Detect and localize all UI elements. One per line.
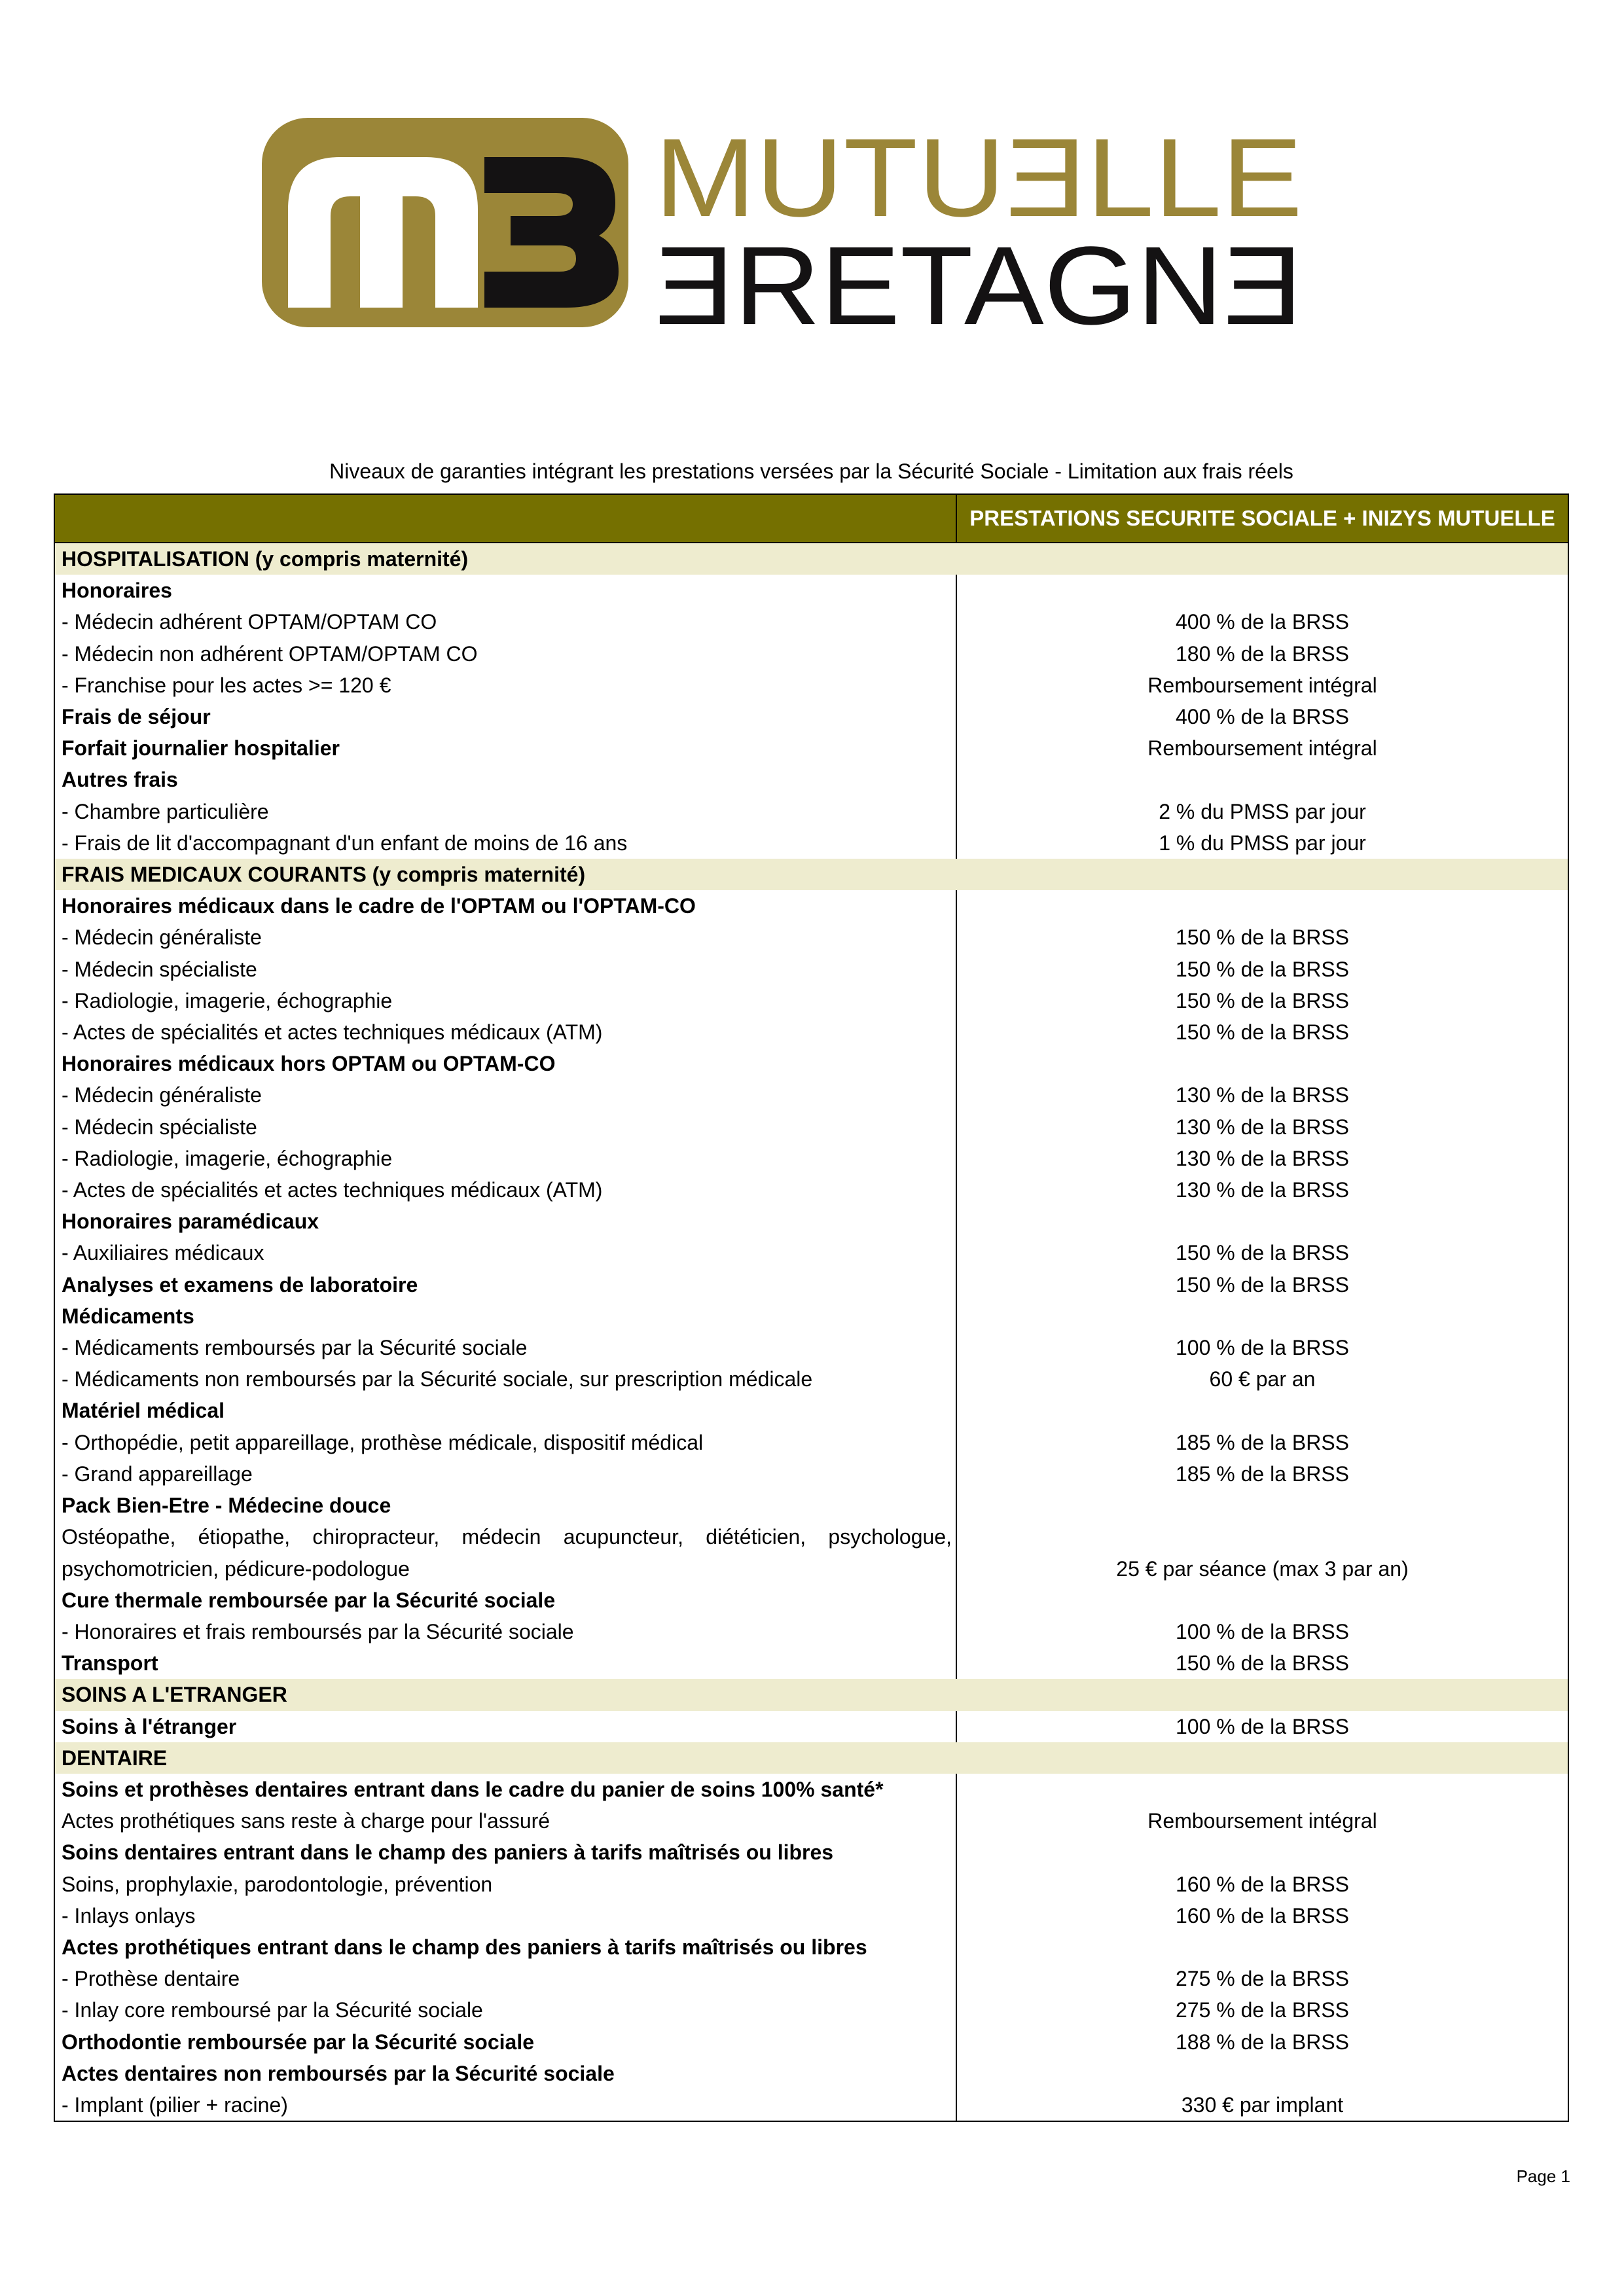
table-header-row (55, 495, 1568, 543)
guarantee-label: - Orthopédie, petit appareillage, prothèse médicale, dispositif médical (55, 1427, 957, 1458)
guarantee-value: 130 % de la BRSS (1175, 1146, 1350, 1170)
table-row (55, 701, 1568, 732)
guarantee-value: Remboursement intégral (1147, 673, 1377, 697)
mutuelle-bretagne-logo (262, 111, 1309, 334)
header-cell-prestations: PRESTATIONS SECURITE SOCIALE + INIZYS MUTUELLE (969, 506, 1555, 530)
guarantee-label: Cure thermale remboursée par la Sécurité sociale (55, 1585, 957, 1616)
guarantee-value (957, 2058, 1568, 2089)
table-row (55, 985, 1568, 1016)
table-row (55, 1931, 1568, 1963)
guarantee-value (957, 1837, 1568, 1868)
guarantee-label: Honoraires (55, 575, 957, 606)
table-row (55, 954, 1568, 985)
guarantee-value: 150 % de la BRSS (1175, 1651, 1350, 1676)
logo-monogram-m (288, 157, 478, 308)
section-header-row (55, 859, 1568, 890)
logo-wordmark-line2: ƎRETAGNƎ (655, 224, 1303, 334)
table-row (55, 1900, 1568, 1931)
guarantee-label: - Franchise pour les actes >= 120 € (55, 670, 957, 701)
table-row (55, 638, 1568, 670)
table-row (55, 1111, 1568, 1143)
guarantee-label: Médicaments (55, 1300, 957, 1332)
table-row (55, 1963, 1568, 1994)
table-body (55, 543, 1568, 2121)
guarantee-label: - Médecin généraliste (55, 1079, 957, 1111)
guarantee-label: - Prothèse dentaire (55, 1963, 957, 1994)
guarantee-label: - Radiologie, imagerie, échographie (55, 985, 957, 1016)
guarantee-label: Pack Bien-Etre - Médecine douce (55, 1490, 957, 1521)
guarantee-value (957, 1048, 1568, 1079)
table-row (55, 1269, 1568, 1300)
guarantee-label: - Implant (pilier + racine) (55, 2089, 957, 2121)
table-row (55, 1363, 1568, 1395)
guarantee-label: Orthodontie remboursée par la Sécurité sociale (55, 2026, 957, 2058)
guarantee-value: 100 % de la BRSS (1175, 1714, 1350, 1738)
guarantee-label: - Médecin spécialiste (55, 1111, 957, 1143)
guarantee-label: - Inlays onlays (55, 1900, 957, 1931)
table-row (55, 1143, 1568, 1174)
guarantee-label: Frais de séjour (55, 701, 957, 732)
guarantee-value: Remboursement intégral (1147, 1809, 1377, 1833)
guarantee-label: - Honoraires et frais remboursés par la Sécurité sociale (55, 1616, 957, 1647)
guarantee-value: 275 % de la BRSS (1175, 1967, 1350, 1991)
section-header-row (55, 543, 1568, 575)
guarantee-value (957, 1206, 1568, 1237)
guarantee-value: 275 % de la BRSS (1175, 1998, 1350, 2022)
guarantee-value (957, 1395, 1568, 1426)
table-subtitle: Niveaux de garanties intégrant les prestations versées par la Sécurité Sociale - Limitation aux frais réels (329, 459, 1293, 483)
table-row (55, 2058, 1568, 2089)
guarantee-value (957, 890, 1568, 922)
table-row (55, 1711, 1568, 1742)
table-row (55, 922, 1568, 953)
guarantee-value: 150 % de la BRSS (1175, 1272, 1350, 1297)
table-row (55, 1206, 1568, 1237)
table-row (55, 575, 1568, 606)
guarantee-label: Ostéopathe, étiopathe, chiropracteur, médecin acupuncteur, diététicien, psychologue, psychomotricien, pédicure-podologue (55, 1521, 957, 1584)
page-number: Page 1 (1516, 2166, 1570, 2186)
table-row (55, 1837, 1568, 1868)
guarantee-value (957, 1300, 1568, 1332)
guarantee-label: - Médecin non adhérent OPTAM/OPTAM CO (55, 638, 957, 670)
guarantee-label: - Radiologie, imagerie, échographie (55, 1143, 957, 1174)
table-row (55, 1869, 1568, 1900)
guarantee-label: Honoraires médicaux dans le cadre de l'OPTAM ou l'OPTAM-CO (55, 890, 957, 922)
guarantees-table (54, 493, 1569, 2122)
table-row (55, 1395, 1568, 1426)
guarantee-value: 180 % de la BRSS (1175, 641, 1350, 666)
table-row (55, 1490, 1568, 1521)
guarantee-label: - Auxiliaires médicaux (55, 1237, 957, 1268)
guarantee-value: 1 % du PMSS par jour (1159, 831, 1366, 855)
table-row (55, 732, 1568, 764)
guarantee-value: 160 % de la BRSS (1175, 1903, 1350, 1928)
table-row (55, 1994, 1568, 2026)
guarantee-label: Forfait journalier hospitalier (55, 732, 957, 764)
guarantee-label: Analyses et examens de laboratoire (55, 1269, 957, 1300)
table-row (55, 1585, 1568, 1616)
guarantee-label: Matériel médical (55, 1395, 957, 1426)
guarantee-value: 60 € par an (1209, 1367, 1316, 1391)
header-empty-cell (55, 495, 957, 542)
guarantee-value: 400 % de la BRSS (1175, 705, 1350, 729)
table-row (55, 1300, 1568, 1332)
table-row (55, 764, 1568, 795)
table-row (55, 1616, 1568, 1647)
guarantee-value: Remboursement intégral (1147, 736, 1377, 761)
guarantee-label: - Médecin adhérent OPTAM/OPTAM CO (55, 606, 957, 637)
guarantee-value: 400 % de la BRSS (1175, 610, 1350, 634)
guarantee-value (957, 543, 1568, 575)
guarantee-value (957, 1679, 1568, 1710)
guarantee-label: - Actes de spécialités et actes techniques médicaux (ATM) (55, 1016, 957, 1048)
table-row (55, 2089, 1568, 2121)
guarantee-value (957, 1585, 1568, 1616)
guarantee-value (957, 1774, 1568, 1805)
guarantee-label: Actes prothétiques sans reste à charge pour l'assuré (55, 1805, 957, 1837)
guarantee-label: - Médecin spécialiste (55, 954, 957, 985)
guarantee-value (957, 575, 1568, 606)
guarantee-value (957, 1490, 1568, 1521)
guarantee-label: - Chambre particulière (55, 796, 957, 827)
guarantee-label: HOSPITALISATION (y compris maternité) (62, 547, 469, 571)
section-header-row (55, 1742, 1568, 1774)
logo-wordmark-line1: MUTUƎLLE (655, 116, 1303, 240)
guarantee-label: Honoraires paramédicaux (55, 1206, 957, 1237)
table-row (55, 1521, 1568, 1584)
guarantee-value (957, 764, 1568, 795)
guarantee-label: - Médicaments remboursés par la Sécurité sociale (55, 1332, 957, 1363)
guarantee-label: - Frais de lit d'accompagnant d'un enfant de moins de 16 ans (55, 827, 957, 859)
guarantee-label: Soins dentaires entrant dans le champ des paniers à tarifs maîtrisés ou libres (55, 1837, 957, 1868)
table-row (55, 1774, 1568, 1805)
guarantee-value: 160 % de la BRSS (1175, 1872, 1350, 1896)
table-row (55, 1237, 1568, 1268)
guarantee-value: 150 % de la BRSS (1175, 988, 1350, 1013)
guarantee-label: - Actes de spécialités et actes techniques médicaux (ATM) (55, 1174, 957, 1206)
guarantee-label: Transport (55, 1647, 957, 1679)
table-row (55, 2026, 1568, 2058)
guarantee-value: 2 % du PMSS par jour (1159, 799, 1366, 823)
table-row (55, 1048, 1568, 1079)
guarantee-label: Honoraires médicaux hors OPTAM ou OPTAM-CO (55, 1048, 957, 1079)
guarantee-value: 185 % de la BRSS (1175, 1462, 1350, 1486)
guarantee-label: Soins, prophylaxie, parodontologie, prévention (55, 1869, 957, 1900)
guarantee-value: 185 % de la BRSS (1175, 1430, 1350, 1454)
guarantee-value: 150 % de la BRSS (1175, 957, 1350, 981)
guarantee-label: Autres frais (55, 764, 957, 795)
guarantee-label: - Inlay core remboursé par la Sécurité sociale (55, 1994, 957, 2026)
guarantee-value: 330 € par implant (1181, 2092, 1344, 2117)
guarantee-label: FRAIS MEDICAUX COURANTS (y compris maternité) (62, 863, 586, 887)
table-row (55, 670, 1568, 701)
guarantee-label: Actes prothétiques entrant dans le champ des paniers à tarifs maîtrisés ou libres (55, 1931, 957, 1963)
guarantee-value (957, 1742, 1568, 1774)
table-row (55, 1016, 1568, 1048)
table-row (55, 1079, 1568, 1111)
table-row (55, 1174, 1568, 1206)
table-row (55, 890, 1568, 922)
guarantee-value: 100 % de la BRSS (1175, 1619, 1350, 1643)
table-row (55, 796, 1568, 827)
guarantee-value: 150 % de la BRSS (1175, 1020, 1350, 1045)
guarantee-value: 188 % de la BRSS (1175, 2030, 1350, 2054)
guarantee-value: 130 % de la BRSS (1175, 1115, 1350, 1139)
guarantee-label: DENTAIRE (62, 1746, 168, 1770)
guarantee-value: 150 % de la BRSS (1175, 925, 1350, 950)
section-header-row (55, 1679, 1568, 1710)
guarantee-label: - Médecin généraliste (55, 922, 957, 953)
table-row (55, 606, 1568, 637)
guarantee-label: Actes dentaires non remboursés par la Sécurité sociale (55, 2058, 957, 2089)
guarantee-value (957, 859, 1568, 890)
guarantee-value: 130 % de la BRSS (1175, 1178, 1350, 1202)
table-row (55, 1458, 1568, 1490)
table-row (55, 827, 1568, 859)
guarantee-value: 130 % de la BRSS (1175, 1083, 1350, 1107)
guarantee-label: SOINS A L'ETRANGER (62, 1683, 287, 1707)
guarantee-value (957, 1931, 1568, 1963)
guarantee-value: 150 % de la BRSS (1175, 1241, 1350, 1265)
guarantee-label: Soins et prothèses dentaires entrant dans le cadre du panier de soins 100% santé* (55, 1774, 957, 1805)
table-row (55, 1332, 1568, 1363)
guarantee-label: - Grand appareillage (55, 1458, 957, 1490)
guarantee-label: - Médicaments non remboursés par la Sécurité sociale, sur prescription médicale (55, 1363, 957, 1395)
table-row (55, 1427, 1568, 1458)
guarantee-value: 100 % de la BRSS (1175, 1336, 1350, 1360)
table-row (55, 1647, 1568, 1679)
table-row (55, 1805, 1568, 1837)
guarantee-value: 25 € par séance (max 3 par an) (1116, 1556, 1409, 1581)
guarantee-label: Soins à l'étranger (55, 1711, 957, 1742)
